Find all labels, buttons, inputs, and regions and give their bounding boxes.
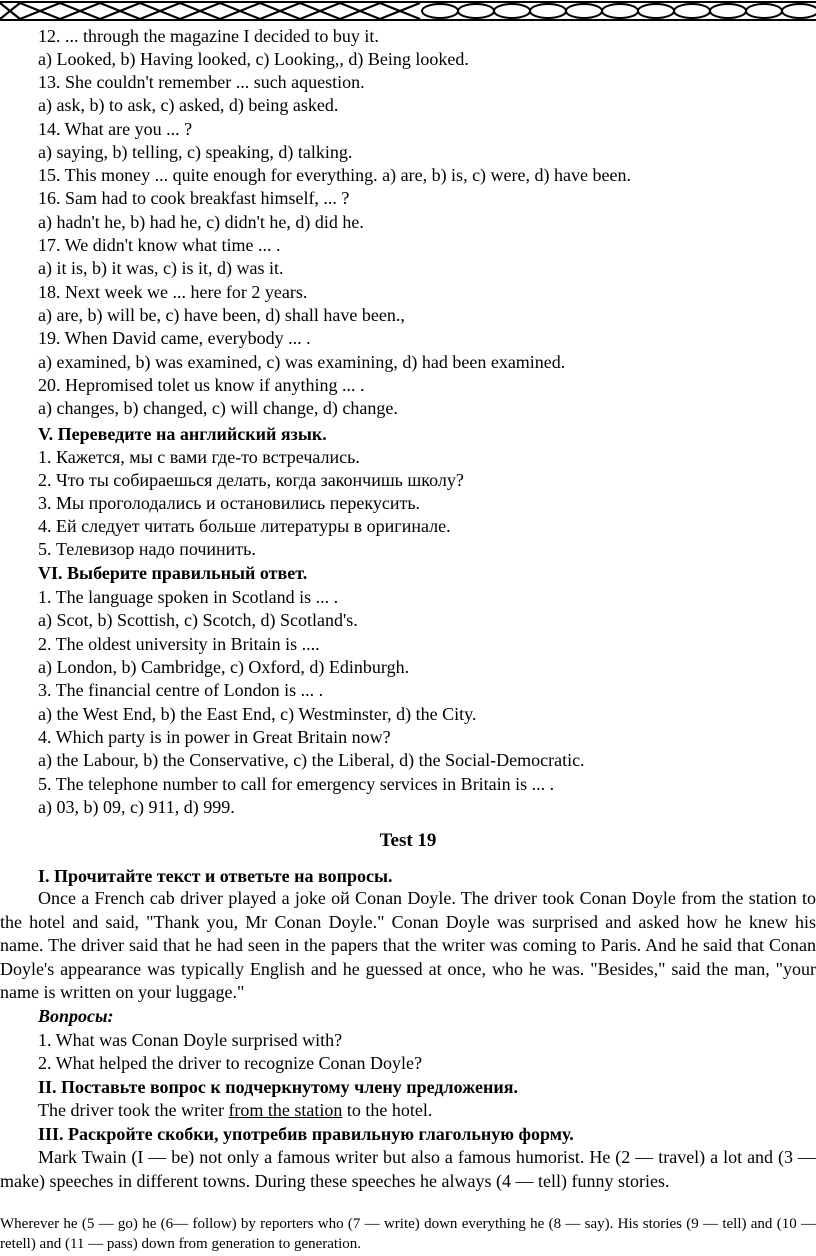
question-20: 20. Hepromised tolet us know if anything ... . xyxy=(38,375,365,395)
section-6-item: 5. The telephone number to call for emergency services in Britain is ... . xyxy=(38,774,555,794)
answers-18: a) are, b) will be, c) have been, d) shall have been., xyxy=(38,305,405,325)
test-text: Once a French cab driver played a joke ой Conan Doyle. The driver took Conan Doyle from the station to the hotel and said, "Thank you, Mr Conan Doyle." Conan Doyle was surprised and asked how he knew his name. The driver said that he had seen in the papers that the writer was coming to Paris. And he said that Conan Doyle's appearance was typically English and he guessed at once, who he was. "Besides," said the man, "your name is written on your luggage." xyxy=(0,888,816,1002)
section-5-item: 4. Ей следует читать больше литературы в оригинале. xyxy=(38,516,451,536)
underlined-phrase: from the station xyxy=(228,1100,343,1120)
section-5-item: 2. Что ты собираешься делать, когда закончишь школу? xyxy=(38,470,464,490)
section-6-item: a) the Labour, b) the Conservative, c) the Liberal, d) the Social-Democratic. xyxy=(38,750,585,770)
section-5-item: 5. Телевизор надо починить. xyxy=(38,539,256,559)
section-6-item: 1. The language spoken in Scotland is ... . xyxy=(38,587,339,607)
test-title: Test 19 xyxy=(379,830,437,851)
question-18: 18. Next week we ... here for 2 years. xyxy=(38,282,308,302)
section-6-item: 4. Which party is in power in Great Britain now? xyxy=(38,727,391,747)
answers-16: a) hadn't he, b) had he, c) didn't he, d) did he. xyxy=(38,212,364,232)
test-section-2-sentence xyxy=(38,1099,432,1121)
section-5-item: 3. Мы проголодались и остановились перекусить. xyxy=(38,493,421,513)
section-6-item: a) the West End, b) the East End, c) Westminster, d) the City. xyxy=(38,704,477,724)
section-6-item: a) London, b) Cambridge, c) Oxford, d) Edinburgh. xyxy=(38,657,410,677)
answers-19: a) examined, b) was examined, c) was examining, d) had been examined. xyxy=(38,352,566,372)
section-6-item: 2. The oldest university in Britain is .... xyxy=(38,634,320,654)
section-6-title: VI. Выберите правильный ответ. xyxy=(38,563,308,583)
answers-13: a) ask, b) to ask, c) asked, d) being asked. xyxy=(38,95,339,115)
question-19: 19. When David came, everybody ... . xyxy=(38,328,311,348)
test-section-3-continued: Wherever he (5 — go) he (6— follow) by reporters who (7 — write) down everything he (8 — say). His stories (9 — tell) and (10 — retell) and (11 — pass) down from generation to generation. xyxy=(0,1216,816,1252)
answers-20: a) changes, b) changed, c) will change, d) change. xyxy=(38,398,398,418)
sentence-end: to the hotel. xyxy=(342,1100,433,1120)
answers-12: a) Looked, b) Having looked, c) Looking,, d) Being looked. xyxy=(38,49,469,69)
question-14: 14. What are you ... ? xyxy=(38,119,193,139)
question-15: 15. This money ... quite enough for everything. a) are, b) is, c) were, d) have been. xyxy=(38,165,631,185)
test-section-3-text: Mark Twain (I — be) not only a famous writer but also a famous humorist. He (2 — travel) a lot and (3 — make) speeches in different towns. During these speeches he always (4 — tell) funny stories. xyxy=(0,1147,816,1191)
answers-17: a) it is, b) it was, c) is it, d) was it. xyxy=(38,258,284,278)
answers-14: a) saying, b) telling, c) speaking, d) talking. xyxy=(38,142,353,162)
question-12: 12. ... through the magazine I decided to buy it. xyxy=(38,26,379,46)
section-6-item: a) Scot, b) Scottish, c) Scotch, d) Scotland's. xyxy=(38,610,358,630)
questions-label: Вопросы: xyxy=(38,1006,114,1026)
decorative-border xyxy=(0,0,816,22)
sentence-start: The driver took the writer xyxy=(38,1100,229,1120)
test-section-2-title: II. Поставьте вопрос к подчеркнутому члену предложения. xyxy=(38,1077,518,1097)
section-5-title: V. Переведите на английский язык. xyxy=(38,424,327,444)
test-question-2: 2. What helped the driver to recognize Conan Doyle? xyxy=(38,1053,423,1073)
section-5-item: 1. Кажется, мы с вами где-то встречались. xyxy=(38,447,360,467)
test-section-3-title: III. Раскройте скобки, употребив правильную глагольную форму. xyxy=(38,1124,574,1144)
test-section-1-title: I. Прочитайте текст и ответьте на вопросы. xyxy=(38,866,393,886)
section-6-item: 3. The financial centre of London is ... . xyxy=(38,680,324,700)
test-question-1: 1. What was Conan Doyle surprised with? xyxy=(38,1030,343,1050)
question-17: 17. We didn't know what time ... . xyxy=(38,235,281,255)
question-13: 13. She couldn't remember ... such aquestion. xyxy=(38,72,365,92)
question-16: 16. Sam had to cook breakfast himself, ... ? xyxy=(38,188,350,208)
section-6-item: a) 03, b) 09, c) 911, d) 999. xyxy=(38,797,235,817)
